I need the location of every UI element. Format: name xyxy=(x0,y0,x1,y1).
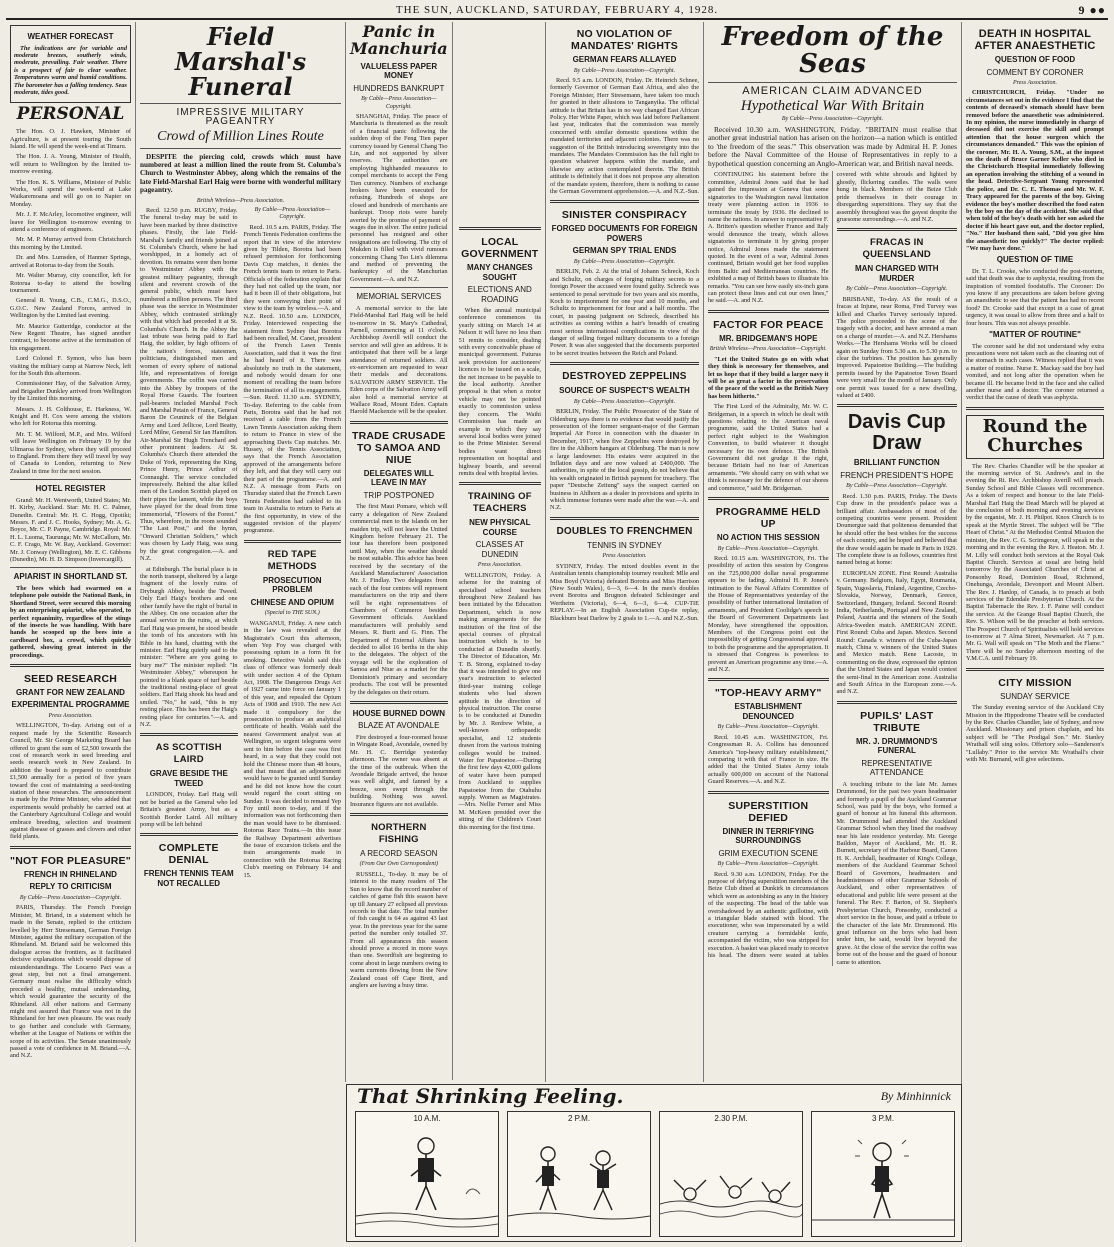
sinister-subtitle: FORGED DOCUMENTS FOR FOREIGN POWERS xyxy=(551,224,698,243)
redtape-subtitle: PROSECUTION PROBLEM xyxy=(262,575,322,595)
manchuria-subtitle: VALUELESS PAPER MONEY xyxy=(360,61,438,81)
seed-subtitle2: EXPERIMENTAL PROGRAMME xyxy=(11,700,130,710)
cartoon-panel-3 xyxy=(659,1111,803,1237)
pupils-title: PUPILS' LAST TRIBUTE xyxy=(860,709,934,734)
crusade-title: TRADE CRUSADE TO SAMOA AND NIUE xyxy=(351,429,446,466)
seed-byline: Press Association. xyxy=(48,712,93,719)
page-number xyxy=(1079,3,1105,18)
mission-subtitle: SUNDAY SERVICE xyxy=(1000,691,1070,701)
heavy-subtitle: ESTABLISHMENT DENOUNCED xyxy=(734,702,802,721)
fracas-subtitle: MAN CHARGED WITH MURDER xyxy=(854,264,939,283)
weather-box xyxy=(10,25,131,103)
hotel-text: Grand: Mr. H. Wentworth, United States; Mr. H. Kirby, Auckland. Star: Mr. H. C. Palmer, Dunedin. Central: Mr. H. C. Hogg, Opotiki; Messrs. F. and J. C. Hooks, Sydney; Mr. A. G. Boyce, Mr. C. P. Payne, Cambridge. Royal: Mr. H. L. Luoma, Taurunga; Mr. W. McCallum, Mr. C. F. Crago, Mr. W. Ray, Auckland. Governor: Mr. J. Conway (Wellington), Mr. E. C. Gibbons (Dunedin), Mr. H. D. Simpson (Invercargill). xyxy=(10,496,131,563)
personal-item: The Hon. K. S. Williams, Minister of Public Works, will spend the week-end at Lake Waikaremoana and will go on to Napier on Monday. xyxy=(10,178,131,208)
personal-item: Mr. J. F. McArley, locomotive engineer, will leave for Wellington to-morrow evening to attend a conference of engineers. xyxy=(10,211,131,234)
personal-item: Commissioner Hay, of the Salvation Army, and Brigadier Dunkley arrived from Wellington by the Limited this morning. xyxy=(10,380,131,403)
bathers-illustration-icon xyxy=(508,1124,650,1236)
mandates-text: Recd. 9.5 a.m. LONDON, Friday. Dr. Heinrich Schnee, formerly Governor of German East Africa, and also the Foreign Minister, Herr Stresemann, have taken too much for granted in their allusions to Tanganyika. The official attitude is that Britain has in no way changed East African Policy. Her White Paper, which was laid before Parliament last year, indicates that the commission was merely concerned with similar domestic questions within the mandated territories and adjacent colonies. There was no suggestion of the British introducing sovereignty into the mandates. The Mandates Commission has the full right to question whatever happens within the mandate, and likewise any action contemplated therein. The British attitude is definitely that it does not propose any alteration of the mandate system, therefore, there is nothing to cause the German Government apprehension.—A. and N.Z.-Sun. xyxy=(550,76,699,195)
personal-item: Mr. Walter Murray, city councillor, left for Rotorua to-day to attend the bowling tournament. xyxy=(10,272,131,294)
fire-title: HOUSE BURNED DOWN xyxy=(352,708,446,718)
fishing-byline: (From Our Own Correspondent) xyxy=(359,861,438,868)
seas-byline: By Cable—Press Association—Copyright. xyxy=(781,116,884,123)
sinister-byline: By Cable—Press Association—Copyright. xyxy=(573,258,676,265)
personal-item: Mr. M. P. Murray arrived from Christchurch this morning by the Limited. xyxy=(10,236,131,251)
personal-item: Dr. and Mrs. Lumsden, of Hanmer Springs, arrived at Rotorua to-day from the South. xyxy=(10,254,131,269)
churches-text: The Rev. Charles Chandler will be the speaker at the morning service of St. Andrew's and in the evening the Rt. Rev. Archbishop Averill will preach. Sunday School and Bible Classes will recommence. As a token of respect and honour to the late Field-Marshal Earl Haig the Dead March will be played at the conclusion of both morning and evening services by the organist, Mr. J. H. Philpot. Knox Church is to speak at the Myrtle Street. The subject will be "The Heart of Christ." At the Methodist Central Mission the minister, the Rev. C. G. Scrimgeour, will speak in the morning and in the evening the Rev. J. Heaton. Mr. J. M. Lilly will conduct both services at the Royal Oak Baptist Church. Services at usual are being held tomorrow by the Associated Churches of Christ at Ponsonby Road, Dominion Road, Richmond, Onehunga, Avondale, Devonport and Mount Albert. The Rev. J. Hanlop, of Canada, is to preach at both services of the Edendale Presbyterian Church. At the Baptist Tabernacle the Rev. J. F. Paine will conduct the service. At the Grange Road Baptist Church, the Rev. S. Wilson will be the preacher at both services. The Prospect Church of Spiritualists will hold services to-morrow at 7 Alma Street, Newmarket. At 7 p.m. Mr. G. Wall will speak on "The Moth and the Flame." There will be no Sunday afternoon meeting of the Y.M.C.A. until February 19. xyxy=(966,462,1104,663)
personal-items xyxy=(10,128,131,475)
panel-time: 10 A.M. xyxy=(413,1114,441,1123)
seed-text: WELLINGTON, To-day. Arising out of a request made by the Scientific Research Council, Mr. Sir George Marketing Board has offered to grant the sum of £2,500 towards the cost of research work in seed breeding and seeds research work in New Zealand. In addition the board is prepared to contribute £1,500 annually for a period of five years toward the cost of maintaining a seed-testing station of these researches. The announcement is made by the Prime Minister, who added that experiments would probably be carried out at the Canterbury Agricultural College and would embrace breeding, selection and treatment against disease of grasses and clovers and other field plants. xyxy=(10,722,131,841)
heavy-text: Recd. 10.45 a.m. WASHINGTON, Fri. Congressman R. A. Collins has denounced America's "top-heavy military establishment," comparing it with that of France in size. He added that the United States Army totals actually 600,000 on account of the National Guard Reserves.—A. and N.Z. xyxy=(708,733,829,786)
doubles-title: DOUBLES TO FRENCHMEN xyxy=(556,525,693,537)
seas-body xyxy=(708,171,957,965)
fishing-title: NORTHERN FISHING xyxy=(371,821,427,845)
masthead xyxy=(6,2,1108,20)
factor-quote: "Let the United States go on with what they think is necessary for themselves, and let us hope that if they build a larger navy it will be as great a factor in the preservation of the peace of the world as the British Navy has been hitherto." xyxy=(708,355,829,400)
zeppelins-subtitle: SOURCE OF SUSPECT'S WEALTH xyxy=(559,386,690,396)
fishing-text: RUSSELL, To-day. It may be of interest to the many readers of The Sun to know that the record number of catches of game fish this season have up till January 27 eclipsed all previous records to that date. The total number of fish caught is 64 as against 43 last year. In the previous year for the same period the number only totalled 37. From all appearances this season should prove a record in more ways than one. Swordfish are beginning to come about in large numbers owing to warm currents flowing from the New Zealand coast off Cape Brett, and anglers are having a busy time. xyxy=(350,870,448,989)
manchuria-title: Panic in Manchuria xyxy=(350,22,448,58)
local-text: When the annual municipal conference commences its yearly sitting on March 14 at Nelson it will have no less than 51 remits to consider, dealing with every conceivable phase of municipal government. Futurus seek provision for auctioneers' licences to be issued on a scale, the net increase to be payable to the local authority. Another proposal is that when a motor vehicle may not be pointed exactly to commission unless they concern. The Waihi Commission has made an example in which they say several local bodies were joined to the Prime Minister. Several bodies want direct representation on hospital and highway boards, and several remits deal with hospital levies. xyxy=(458,307,541,477)
personal-item: Lord Colonel F. Symon, who has been visiting the military camp at Narrow Neck, left for the South this afternoon. xyxy=(10,355,131,377)
funeral-body xyxy=(140,207,341,888)
fishing-subtitle: A RECORD SEASON xyxy=(360,848,438,858)
hospital-text3: The coroner said he did not understand why extra precautions were not taken such as the cleaning out of the stomach in such cases. Witness replied that it was a matter of routine. Nurse E. Mackay said the boy had vomited, and not long after the operation when he became ill. He became livid in the face and she called another nurse and a doctor. The coroner returned a verdict that the cause of death was asphyxia. xyxy=(966,342,1104,402)
cartoon-header xyxy=(347,1085,961,1107)
pleasure-text: PARIS, Thursday. The French Foreign Minister, M. Briand, in a statement which he made in the Senate, replied to the criticism levelled by Herr Stresemann, German Foreign Minister, against the military occupation of the Rhineland. M. Briand said he welcomed this dialogue across the frontiers, as it facilitated decisive explanations which would dispose of misunderstandings. The Locarno Pact was a great step, but not a final arrangement. Germany must realise the difficulty which preceded a healthy, mutual understanding, which would guarantee the security of the Rhineland. All other nations and Germany might rest assured that France was not in the Rhineland for her own pleasure. He was ready to go further and conclude with Germany, whether at the League of Nations or within the scope of its activities. The Senate unanimously passed a vote of confidence in M. Briand.—A. and N.Z. xyxy=(10,904,131,1060)
mandates-title: NO VIOLATION OF MANDATES' RIGHTS xyxy=(570,28,678,52)
personal-title: PERSONAL xyxy=(16,104,125,125)
hospital-q3: "MATTER OF ROUTINE" xyxy=(989,330,1081,340)
seas-sub2: Hypothetical War With Britain xyxy=(740,98,925,115)
hospital-q2: QUESTION OF TIME xyxy=(996,255,1074,265)
denial-byline: By Cable—Press Association—Copyright. xyxy=(254,207,330,221)
cartoon-title: That Shrinking Feeling. xyxy=(357,1084,624,1108)
apiarist-title: APIARIST IN SHORTLAND ST. xyxy=(13,572,128,582)
training-subtitle2: CLASSES AT DUNEDIN xyxy=(475,540,524,559)
dots-icon: ● ● xyxy=(1089,2,1104,17)
cartoon-panel-1 xyxy=(355,1111,499,1237)
personal-item: Mr. T. M. Wilford, M.P., and Mrs. Wilford will leave Wellington on February 19 by the Ulimaroa for Sydney, where they will proceed to England. From there they will travel by way of Canada to London, returning to New Zealand in time for the next session. xyxy=(10,430,131,475)
panel-time: 2 P.M. xyxy=(567,1114,591,1123)
davis-subtitle2: FRENCH PRESIDENT'S HOPE xyxy=(840,470,954,480)
training-text: WELLINGTON, Friday. A scheme for the training of specialised school teachers throughout New Zealand has been initiated by the Education Department, which is now making arrangements for the institution of the first of the special courses of physical instruction which is to be conducted at Dunedin shortly. The Director of Education, Mr. T. B. Strong, explained to-day that it was intended to give one year's instruction to selected third-year training college students who had shown aptitude in the direction of physical instruction. The course is to be conducted at Dunedin by Mr. J. Renfrew White, a well-known orthopaedic specialist, and 12 students drawn from the various training colleges would be trained. Water for Papatoetoe.—During the first few days 42,000 gallons of water have been pumped from Auckland to supplies Papatoetoe from the Otahuhu supply. Women as Magistrates.—Mrs. Nellie Ferner and Miss M. McKeen presided over the sitting of the Children's Court this morning for the first time. xyxy=(458,571,541,831)
crusade-subtitle: DELEGATES WILL LEAVE IN MAY xyxy=(363,468,434,488)
doubles-subtitle: TENNIS IN SYDNEY xyxy=(587,540,662,550)
denial-title: COMPLETE DENIAL xyxy=(158,842,219,867)
memorial-title: MEMORIAL SERVICES xyxy=(356,292,442,302)
funeral-sub2: Crowd of Million Lines Route xyxy=(157,128,324,144)
mandates-subtitle: GERMAN FEARS ALLAYED xyxy=(572,55,677,64)
scottish-title: AS SCOTTISH LAIRD xyxy=(155,742,222,766)
training-byline: Press Association. xyxy=(477,562,522,569)
hospital-title: DEATH IN HOSPITAL AFTER ANAESTHETIC xyxy=(974,28,1096,52)
shivering-man-illustration-icon xyxy=(812,1124,954,1236)
redtape-subtitle2: CHINESE AND OPIUM xyxy=(250,597,334,607)
fracas-title: FRACAS IN QUEENSLAND xyxy=(862,237,931,261)
seed-title: SEED RESEARCH xyxy=(23,672,118,685)
local-subtitle2: ELECTIONS AND ROADING xyxy=(467,285,532,304)
fracas-byline: By Cable—Press Association—Copyright. xyxy=(846,286,948,293)
weather-text: The indications are for variable and moderate breezes, southerly winds, moderate, prevailing. Fair weather. There is a prospect of fair to clear weather. Temperatures warm and humid conditions. The barometer has a falling tendency. Seas moderate, tides good. xyxy=(14,44,127,96)
column-3-left xyxy=(350,22,453,1080)
factor-text: The First Lord of the Admiralty, Mr. W. C. Bridgeman, in a speech in which he dealt with questions relating to the American naval programme, said the United States had a perfect right subject to the Washington Convention, to build whatever it thought necessary for its own defence. The British Government did not grudge it the right, because Britain had no fear of American armaments. "We should carry on with what we think is necessary for the defence of our shores and commerce," said Mr. Bridgeman. xyxy=(708,403,829,492)
panel-time: 2.30 P.M. xyxy=(714,1114,748,1123)
denial-text: Recd. 10.5 a.m. PARIS, Friday. The French Tennis Federation confirms the report that in view of the interview given by Tilden, Borotra had been refused permission for forthcoming Davis Cup matches, it denies the French tennis team to return to Paris. Officials of the federation explain that they had not called up the team, nor had it been ill of their obligations, but they were conveying their point of view to the team by wireless.—A. and N.Z. Recd. 10.50 a.m. LONDON, Friday. Interviewed respecting the statement from Sydney that Borotra had been recalled, M. Canet, president of the French Lawn Tennis Association, said that it was the first he had heard of it. There was absolutely no truth in the statement, and nobody would dream for one moment of recalling the team before the termination of all its engagements.—Sun. Recd. 11.30 a.m. SYDNEY, To-day. Referring to the cable from Paris, Borotra said that he had not received a cable from the French Lawn Tennis Association asking them to return to France in view of the approaching Davis Cup matches. Mr. Hussey, of the Tennis Association, says that the French Association approved of the arrangements before they left, and that they will carry out their part of the programme.—A. and N.Z. A message from Paris on Thursday stated that the French Lawn Tennis Federation had cabled to its team in Australia to return to Paris at the first opportunity, in view of the suggested revision of the players' programme. xyxy=(243,223,341,535)
memorial-text: A memorial service to the late Field-Marshal Earl Haig will be held to-morrow in St. Mary's Cathedral, Parnell, commencing at 11 o'clock. Archbishop Averill will conduct the service and will give an address. It is anticipated that there will be a large attendance of returned soldiers. All ex-servicemen are requested to wear their medals and decorations. SALVATION ARMY SERVICE. The Eden corps of the Salvation Army will also hold a memorial service at Wallace Road, Mount Eden. Captain Harold Mackenzie will be the speaker. xyxy=(350,304,448,416)
seas-lead: Received 10.30 a.m. WASHINGTON, Friday. "BRITAIN must realise that another great industrial nation has arisen on the horizon—a nation which is entitled to 'the freedom of the seas.'" This observation was made by Admiral H. P. Jones before the Naval Committee of the House of Representatives in reply to a hypothetical question concerning an Anglo-American war, and British naval needs. xyxy=(708,124,957,168)
cartoon-artist: By Minhinnick xyxy=(880,1088,951,1103)
heavy-title: "TOP-HEAVY ARMY" xyxy=(714,687,822,700)
mandates-byline: By Cable—Press Association—Copyright. xyxy=(573,67,676,74)
manchuria-text: SHANGHAI, Friday. The peace of Manchuria is threatened as the result of a financial panic following the sudden drop of the Feng Tien paper currency issued by General Chang Tso Lin, and not supported by silver reserves. The authorities are employing highhanded measures to compel merchants to accept the Feng Tien currency. Numbers of exchange brokers have been executed for refusing. Hundreds of shops are closed and hundreds of merchants are bankrupt. Troop riots were barely averted by the promise of payment of wages due in silver. The entire judicial personnel has resigned and other resignations are following. The city of Mukden is filled with vivid rumours concerning Chang Tso Lin's dilemma and method of preventing the bankruptcy of the Manchurian Government.—A. and N.Z. xyxy=(350,112,448,283)
pleasure-subtitle2: REPLY TO CRITICISM xyxy=(29,882,112,892)
held-text: Recd. 10.15 a.m. WASHINGTON, Fri. The possibility of action this session by Congress on the 725,000,000 dollar naval programme appears to be fading. Admiral H. P. Jones's intimation to the Naval Affairs Committee of the House of Representatives yesterday of the possibility of further international limitation of armaments, and President Coolidge's speech to the Board of Government Departments last Monday, have strengthened the opposition. Members of the Congress point out the impossibility of getting Congressional approval to both the programme and the appropriation. It is stressed that Congress is powerless to prevent an American programme any time.—A. and N.Z. xyxy=(708,554,829,673)
column-3 xyxy=(346,22,546,1082)
scottish-subtitle: GRAVE BESIDE THE TWEED xyxy=(149,769,228,788)
hospital-byline: Press Association. xyxy=(1012,80,1057,86)
davis-title: Davis Cup Draw xyxy=(847,411,946,455)
factor-title: FACTOR FOR PEACE xyxy=(713,318,824,331)
held-title: PROGRAMME HELD UP xyxy=(715,506,821,530)
personal-item: Mr. Maurice Gutteridge, conductor at the New Regent Theatre, has signed another contract, to become active at the termination of his engagement. xyxy=(10,322,131,352)
held-byline: By Cable—Press Association—Copyright. xyxy=(717,545,819,552)
redtape-title: RED TAPE METHODS xyxy=(267,548,317,572)
masthead-title: THE SUN, AUCKLAND, SATURDAY, FEBRUARY 4, 1928. xyxy=(395,4,719,16)
weather-title: WEATHER FORECAST xyxy=(27,32,114,41)
pupils-subtitle: MR. J. DRUMMOND'S FUNERAL xyxy=(856,736,938,756)
redtape-text: WANGANUI, Friday. A new catch in the law was revealed at the Magistrate's Court this afternoon, when Yep Foy was charged with possessing opium in a form fit for smoking. Detective Walsh said this class of offence was formerly dealt with under section 4 of the Opium Act, 1908. The Dangerous Drugs Act of 1927 came into force on January 1 of this year, and repealed the Opium Acts of 1908 and 1910. The new Act made it compulsory for the prosecution to produce an analytical certificate of health. Walsh said the nearest Government analyst was at Wellington, so urgent telegrams were sent to him before the case was first heard, in a way that they could not hold the Chinese more than 48 hours, and that meant that an adjournment would have to be granted until Sunday and he did not know how the court would regard the court sitting on Sunday. It was decided to remand Yep Foy until noon to-day, and if the information was not forthcoming then the man would have to be dismissed. Rotorua Race Trains.—In this issue the Railway Department advertises the issue of excursion tickets and the train arrangements made in connection with the Rotorua Racing Club's meeting on February 14 and 15. xyxy=(243,619,341,879)
fracas-text: BRISBANE, To-day. AS the result of a fracas at Injune, near Roma, Fred Turvey was killed and Charles Turvey seriously injured. The police proceeded to the scene of the tragedy with a doctor, and have arrested a man on a charge of murder.—A. and N.Z. Hershams Works.—The Hershams Works will be closed again on Sunday from 5.30 a.m. to 5.30 p.m. to clear the turbines. The position has generally improved. Papatoetoe Building.—The building permits issued by the Papatoetoe Town Board were very small for the month of January. Only one permit was issued for a new dwelling, valued at £400. xyxy=(836,295,957,399)
column-6 xyxy=(962,22,1108,1242)
swimmers-illustration-icon xyxy=(660,1124,802,1236)
superstition-title: SUPERSTITION DEFIED xyxy=(728,799,809,824)
pleasure-subtitle: FRENCH IN RHINELAND xyxy=(24,869,117,879)
superstition-text: Recd. 9.30 a.m. LONDON, Friday. For the purpose of defying superstition members of the Beize Club dined at Dunkirk in circumstances which were as astonishing as any in the history of the suspecting. The head of the table was overshadowed by an authentic guillotine, with a triangular blade stained with blood. The executioner, who was impersonated by a wild creature carrying a formidable knife, accompanied the victim, who was stripped for execution. A basket was placed ready to receive his head. The diners were seated at tables covered with white shrouds and lighted by ghostly, flickering candles. The walls were hung in black. Members of the Beize Club pride themselves in their courage in disregarding superstitions. They say that the assembly throughout was the gayest despite the gruesome surroundings.—A. and N.Z. xyxy=(708,171,957,960)
funeral-title: Field Marshal's Funeral xyxy=(140,24,341,104)
cartoon-panel-4 xyxy=(811,1111,955,1237)
pupils-text: A touching tribute to the late Mr. James Drummond, for the past two years headmaster and formerly a pupil of the Auckland Grammar School, was paid by the boys, who formed a guard of honour at his funeral this afternoon. Mr. Drummond had attended the Auckland Grammar School when they lined the roadway near his late residence yesterday. Mr. George Baildon, Mayor of Auckland, Mr. H. R. Burnett, secretary of the Harbour Board, Canon H. K. Archdall, headmaster of King's College, members of the Auckland Grammar School Board of Governors, headmasters and headmistresses of other Grammar Schools of Auckland, and other representatives of educational and public life were present at the funeral. The Rev. F. Barton, of St. Stephen's Presbyterian Church, Ponsonby, conducted a short service in the house, and paid a tribute to the character of the late Mr. Drummond. His great influence on the boys who had been under him, he said, would live beyond the grave. At the close of the service the coffin was borne out of the house and the guard of honour came to attention. xyxy=(836,780,957,966)
held-subtitle: NO ACTION THIS SESSION xyxy=(716,533,820,542)
page-number-value: 9 xyxy=(1078,2,1086,17)
mission-text: The Sunday evening service of the Auckland City Mission in the Hippodrome Theatre will be conducted by the Rev. Charles Chandler, late of Sydney, and now Auckland. Missionary and prison chaplain, and his subject will be "The Prodigal Son." Mr. Stanley Wrathall will sing solos. Offertory solo—Sanderson's "Lullaby." Prior to the service Mr. Wrathall's choir with Mr. Burnand, will give selections. xyxy=(966,704,1104,763)
fire-subtitle: BLAZE AT AVONDALE xyxy=(358,721,440,731)
factor-byline: British Wireless—Press Association—Copyright. xyxy=(709,346,827,353)
hotel-title: HOTEL REGISTER xyxy=(35,484,106,494)
seas-title: Freedom of the Seas xyxy=(708,24,957,83)
superstition-byline: By Cable—Press Association—Copyright. xyxy=(717,861,819,868)
training-subtitle: NEW PHYSICAL COURSE xyxy=(469,518,531,537)
pupils-subtitle2: REPRESENTATIVE ATTENDANCE xyxy=(861,758,933,778)
pleasure-byline: By Cable—Press Association—Copyright. xyxy=(19,894,122,901)
mission-title: CITY MISSION xyxy=(998,676,1072,689)
panel-time: 3 P.M. xyxy=(871,1114,895,1123)
superstition-subtitle: DINNER IN TERRIFYING SURROUNDINGS xyxy=(722,826,815,846)
fire-text: Fire destroyed a four-roomed house in Wingate Road, Avondale, owned by Mr. H. C. Berridge yesterday afternoon. The owner was absent at the time of the outbreak. When the Avondale Brigade arrived, the house was well alight, and fanned by a breeze, soon swept through the building. Nothing was saved. Insurance figures are not available. xyxy=(350,733,448,808)
hospital-subtitle: QUESTION OF FOOD xyxy=(994,55,1076,64)
hospital-text: CHRISTCHURCH, Friday. "Under no circumstances set out in the evidence I find that the contents of deceased's stomach should have been removed before the anaesthetic was administered. In my opinion, the nurse immediately in charge of deceased did not exercise the skill and prompt attention that the house surgeon which the circumstances demanded." This was the opinion of the coroner, Mr. H. A. Young, S.M., at the inquest on the death of Bruce Garner Keller who died in the Christchurch Hospital immediately following an operation involving the stitching of a wound in the head. Detective-Sergeant Young represented the police, and Dr. C. E. Thomas and Mr. W. F. Tracy appeared for the parents of the boy. Giving evidence the boy's mother described the food eaten by the boy on the day of the accident. She said that when told of the boy's death with her son asked the doctor if his heart gave out, and the doctor replied, "No." Her husband then said, "Did you give him the anaesthetic too quickly?" The doctor replied: "We may have done." xyxy=(966,89,1104,252)
denial-subtitle: FRENCH TENNIS TEAM NOT RECALLED xyxy=(143,869,234,888)
bather-illustration-icon xyxy=(356,1124,498,1236)
zeppelins-text: BERLIN, Friday. The Public Prosecutor of the State of Oldenburg says there is no evidence that would justify the prosecution of the former sergeant-major of the German Imperial Air Force in connection with the disaster in December, 1917, when five Zeppelins were destroyed by fire in the Ahlhorn hangars at Oldenburg. The man is now a large landowner. His estates were acquired in the Inflation days and are now valued at £400,000. The authorities, in spite of the local gossip, do not believe that his wealth originated in British payment for treachery. The paper "Deutsche Zeitung" says the suspect carried on business in Ahlhorn as a dealer in provisions and spirits in which immense fortunes were made after the war.—A. and N.Z. xyxy=(550,408,699,512)
funeral-text2: at Edinburgh. The burial place is in the north transept, sheltered by a large fragment of the lovely ruins of Dryburgh Abbey, beside the Tweed. Only Earl Haig's brothers and one other family have the right of burial in the Abbey. On one occasion after the annual service in the ruins, at which Earl Haig was present, he stood beside the tomb of his ancestors with his Bible in his hand, chatting with the minister. Earl Haig quietly said to the minister: "Where are you going to bury me?" The minister replied: "In Westminster Abbey," whereupon he pointed to a blank space of turf beside the traditional resting-place of great soldiers. Earl Haig shook his head and smiled. "No," he said, "this is my resting place. This has been the Haig's resting place for centuries."—A. and N.Z. xyxy=(140,565,238,729)
cartoon-panel-2 xyxy=(507,1111,651,1237)
column-4 xyxy=(546,22,704,1082)
training-title: TRAINING OF TEACHERS xyxy=(467,491,532,515)
factor-subtitle: MR. BRIDGEMAN'S HOPE xyxy=(719,333,818,343)
doubles-text: SYDNEY, Friday. The mixed doubles event in the Australian tennis championship tourney resulted: Mlle and Miss Boyd (Victoria) defeated Borotra and Miss Harrison (New South Wales), 6—3, 6—4. In the men's doubles event Borotra and Brugnon defeated Schlesinger and Wertheim (Victoria), 6—4, 6—3, 6—4. CUP-TIE REPLAY.—In an English Association Cup-tie replay, Blackburn beat Darlow by 2 goals to 1.—A. and N.Z.-Sun. xyxy=(550,562,699,622)
redtape-byline: (Special to THE SUN.) xyxy=(264,610,320,617)
local-subtitle: MANY CHANGES SOUGHT xyxy=(466,263,533,282)
davis-subtitle: BRILLIANT FUNCTION xyxy=(853,458,940,468)
column-1 xyxy=(6,22,136,1242)
cartoon xyxy=(346,1084,962,1242)
zeppelins-byline: By Cable—Press Association—Copyright. xyxy=(573,398,676,405)
sinister-text: BERLIN, Feb. 2. At the trial of Johann Schreck, Koch and Schultz, on charges of forging military secrets to a foreign Power the accused were found guilty. Schreck was sentenced to penal servitude for two years and six months, Koch to imprisonment for one year and 10 months, and Schultz to imprisonment for four and a half months. The court, in passing judgment on Schreck, described his activities as coming within a hair's breadth of creating most serious international complications in view of the danger of selling forged military documents to a foreign Power. It was also suggested that the documents purported to be secret treaties between the Reich and Poland. xyxy=(550,268,699,357)
seas-sub1: AMERICAN CLAIM ADVANCED xyxy=(742,84,923,97)
superstition-subtitle2: GRIM EXECUTION SCENE xyxy=(718,848,819,858)
manchuria-subtitle2: HUNDREDS BANKRUPT xyxy=(353,83,445,93)
manchuria-byline: By Cable—Press Association—Copyright. xyxy=(361,96,437,110)
personal-item: Messrs. J. H. Colthouse, E. Harkness, W. Knight and H. Cox were among the visitors who left for Rotorua this morning. xyxy=(10,405,131,428)
churches-title: Round the Churches xyxy=(966,415,1104,459)
funeral-byline: British Wireless—Press Association. xyxy=(196,197,285,204)
scottish-text: LONDON, Friday. Earl Haig will not be buried as the General who led Britain's greatest Army, but as a Scottish Border Laird. All military pomp will be left behind xyxy=(140,791,238,829)
sinister-title: SINISTER CONSPIRACY xyxy=(561,209,688,222)
local-title: LOCAL GOVERNMENT xyxy=(461,236,539,260)
heavy-byline: By Cable—Press Association—Copyright. xyxy=(717,724,819,731)
crusade-text: The first Maui Pomare, which will carry a delegation of New Zealand commercial men to the islands on her maiden trip, will not leave the United Kingdom before February 21. The tour has therefore been postponed until May, when the weather should be most suitable. This advice has been received by the secretary of the Auckland Manufacturers' Association Mr. J. Findlay. Two delegates from each of the four centres will represent manufacturers on the trip and there will be eight representatives of Chambers of Commerce besides Government officials. Auckland manufacturers will probably send Messrs. R. Burtt and G. Finn. The Department of External Affairs has decided to allot 16 berths in the ship to the delegates. The object of the voyage will be the exploration of Samoa and Niue as a market for the Dominion's primary and secondary products. The cost will be presented by the delegates on their return. xyxy=(350,503,448,696)
sinister-subtitle2: GERMAN SPY TRIAL ENDS xyxy=(572,246,677,256)
column-5 xyxy=(704,22,962,1242)
funeral-text: Recd. 12.50 p.m. RUGBY, Friday. The funeral to-day may be said to have been marked by three distinctive phases. Firstly, the late Field-Marshal's family and friends joined at St. Columba's Church, where he had worshipped, in a homely act of devotion. Its remains were then borne to Westminster Abbey with the greatest military pageantry, through silent and reverent crowds of the general public, which must have numbered a million persons. The third phase was the service in Westminster Abbey, which contrasted strikingly with that which had preceded it at St. Columba's Church. In the Abbey the last tribute was being paid to Earl Haig, the soldier, by high officers of the nation's forces, statesmen, politicians, distinguished men and women of every sphere of national life, and representatives of foreign governments. The coffin was carried into the Abbey by troopers of the Royal Horse Guards. The fourteen pall-bearers included Marshal Foch and Marshal Petain of France, General Baron De Ceuninck of the Belgian Army and Lord Jellicoe, Lord Beatty, Lord Milne, General Sir Ian Hamilton. Air-Marshal Sir Hugh Trenchard and other prominent leaders. At St. Columba's Church there attended the Duke of York, representing the King, Prince Henry, Prince Arthur of Connaught. The service concluded impressively. Behind the altar killed men of the London Scottish played on their pipes the lament, while the boys have played for the dead from time immemorial, "Flowers of the Forest." Thus, wherefore, in the room sounded "The Last Post," and the hymn, "Onward Christian Soldiers," which was chosen by Lady Haig, was sung by the great congregation.—A. and N.Z. xyxy=(140,207,238,563)
personal-item: The Hon. J. A. Young, Minister of Health, will return to Wellington by the limited to-morrow evening. xyxy=(10,153,131,176)
column-2 xyxy=(136,22,346,1082)
pleasure-title: "NOT FOR PLEASURE" xyxy=(10,854,131,867)
column-3-inner xyxy=(350,22,541,1080)
hospital-text2: Dr. T. L. Crooke, who conducted the post-mortem, said that death was due to asphyxia, resulting from the inspiration of vomited foodstuffs. The Coroner: Do you know if any precautions are taken before giving an anaesthetic to see that the patient has had no recent food? Dr. Crooke said that except in a case of great urgency, it was usual to allow from three and a half to four hours. This was not always possible. xyxy=(966,267,1104,327)
doubles-byline: Press Association. xyxy=(602,553,647,560)
davis-zones: EUROPEAN ZONE. First Round: Australia v. Germany. Belgium, Italy, Egypt, Roumania, Spain, Yugoslavia, Finland, Argentine, Czecho-Slovakia, Norway, Denmark, Greece, Switzerland, Hungary, Ireland. Second Round: India, Netherlands, Portugal and New Zealand, Poland, Austria and the winners of the South Africa-Sweden match. AMERICAN ZONE. First Round: Cuba and Japan. Mexico. Second Round: Canada v. winners of the Cuba-Japan match, China v. winners of the United States and Mexico match. Rene Lacoste, in commenting on the draw, expressed the opinion that the United States and Japan would contest the semi-final in the American zone. Australia and South Africa in the European zone.—A. and N.Z. xyxy=(836,569,957,696)
davis-byline: By Cable—Press Association—Copyright. xyxy=(846,483,948,490)
crusade-subtitle2: TRIP POSTPONED xyxy=(363,490,435,500)
funeral-sub1: IMPRESSIVE MILITARY PAGEANTRY xyxy=(176,106,305,128)
davis-text: Recd. 1.30 p.m. PARIS, Friday. The Davis Cup draw in the president's palace was a brilliant affair. Ambassadors of most of the competing countries were present. President Doumergue said that politeness demanded that he should offer the best wishes for the success of each country, and he hoped and believed that the draw would again be made in Paris in 1929. The complete draw is as follows, countries first named being at home: xyxy=(836,492,957,567)
apiarist-text: The bees which had swarmed on a telephone pole outside the National Bank, in Shortland Street, were secured this morning by an enterprising apiarist, who operated, to perfect equanimity, regardless of the stings of the insects he was handling. With bare hands he scooped up the bees into a cardboard box, a crowd, which quickly gathered, showing great interest in the proceedings. xyxy=(10,584,131,659)
zeppelins-title: DESTROYED ZEPPELINS xyxy=(562,371,687,383)
funeral-lead: DESPITE the piercing cold, crowds which must have numbered at least a million lined the route from St. Columba's Church to Westminster Abbey, along which the remains of the late Field-Marshal Earl Haig were borne with wonderful military pageantry. xyxy=(140,152,341,195)
hospital-subtitle2: COMMENT BY CORONER xyxy=(986,67,1084,77)
personal-item: General R. Young, C.B., C.M.G., D.S.O., G.O.C. New Zealand Forces, arrived in Wellington by the Limited last evening. xyxy=(10,297,131,320)
personal-item: The Hon. O. J. Hawken, Minister of Agriculture, is at present touring the South Island. He will spend the week-end at Timaru. xyxy=(10,128,131,150)
column-3-right xyxy=(459,22,541,1080)
seas-text: CONTINUING his statement before the committee, Admiral Jones said that he had gained the impression at Geneva that some signatories to the Washington naval limitation treaty were planning action in 1936 to terminate the treaty by 1936. He declined to name the nations. In answer to representative F. A. Britten's question whether France and Italy would denounce the treaty, which allows signatories to terminate it by giving proper notice, Admiral Jones made the statement quoted. In the event of a war, Admiral Jones continued, Britain would get her food supplies from Baltic and Mediterranean countries. He exhibited a map of British bases to illustrate his remarks. "You can see how easily six-inch guns can protect these lines and cut our own lines," he said.—A. and N.Z. xyxy=(708,171,829,305)
seed-subtitle: GRANT FOR NEW ZEALAND xyxy=(16,687,125,697)
